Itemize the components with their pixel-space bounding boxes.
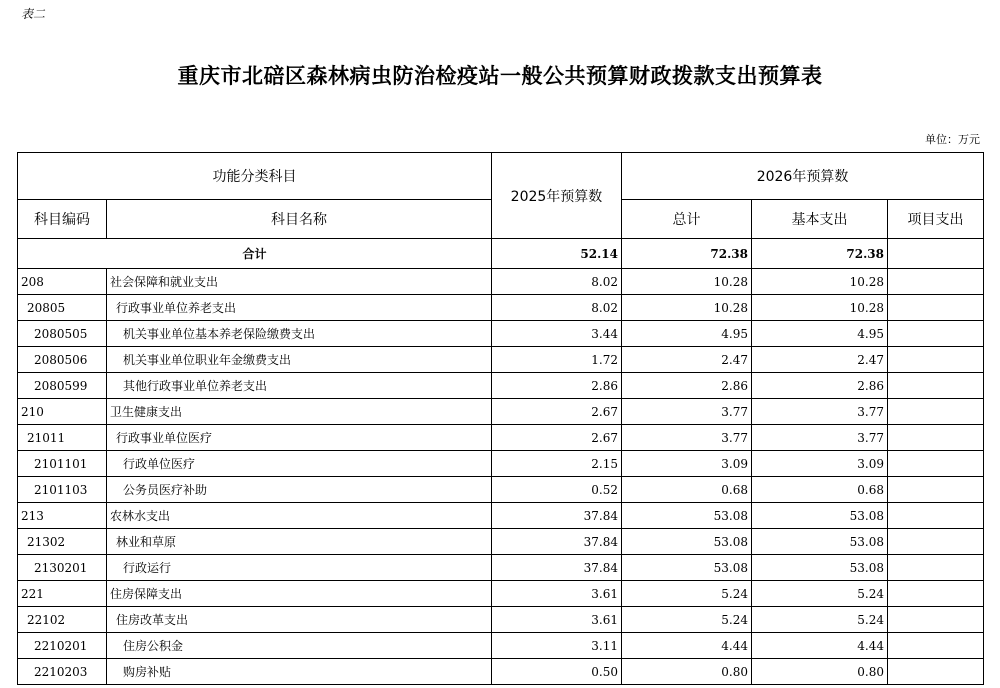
row-budget-2026-basic: 53.08 — [752, 555, 888, 581]
table-row — [18, 451, 984, 477]
row-budget-2026-total: 10.28 — [622, 269, 752, 295]
row-code: 20805 — [18, 295, 107, 321]
row-name: 其他行政事业单位养老支出 — [107, 373, 492, 399]
row-budget-2026-total: 2.47 — [622, 347, 752, 373]
total-budget-2026-basic: 72.38 — [752, 239, 888, 269]
row-code: 2080506 — [18, 347, 107, 373]
table-row — [18, 373, 984, 399]
row-code: 2101101 — [18, 451, 107, 477]
row-budget-2026-total: 3.09 — [622, 451, 752, 477]
total-budget-2026-project — [888, 239, 984, 269]
row-budget-2026-basic: 5.24 — [752, 581, 888, 607]
table-row — [18, 477, 984, 503]
row-budget-2025: 37.84 — [492, 503, 622, 529]
row-budget-2026-project — [888, 477, 984, 503]
row-budget-2026-project — [888, 659, 984, 685]
row-budget-2025: 2.15 — [492, 451, 622, 477]
row-budget-2025: 3.11 — [492, 633, 622, 659]
row-budget-2026-total: 53.08 — [622, 529, 752, 555]
row-name: 卫生健康支出 — [107, 399, 492, 425]
header-code: 科目编码 — [18, 200, 107, 239]
row-budget-2025: 8.02 — [492, 269, 622, 295]
row-code: 213 — [18, 503, 107, 529]
row-code: 22102 — [18, 607, 107, 633]
header-func-category: 功能分类科目 — [18, 153, 492, 200]
row-budget-2026-project — [888, 503, 984, 529]
row-name: 行政事业单位医疗 — [107, 425, 492, 451]
row-name: 行政运行 — [107, 555, 492, 581]
table-row — [18, 347, 984, 373]
row-budget-2026-project — [888, 295, 984, 321]
row-budget-2025: 2.67 — [492, 425, 622, 451]
row-budget-2026-basic: 3.09 — [752, 451, 888, 477]
row-name: 农林水支出 — [107, 503, 492, 529]
row-budget-2025: 37.84 — [492, 529, 622, 555]
header-budget-2026: 2026年预算数 — [622, 153, 984, 200]
row-budget-2026-basic: 4.95 — [752, 321, 888, 347]
row-budget-2025: 2.67 — [492, 399, 622, 425]
row-code: 2210203 — [18, 659, 107, 685]
row-code: 221 — [18, 581, 107, 607]
row-budget-2025: 37.84 — [492, 555, 622, 581]
header-budget-2025: 2025年预算数 — [492, 153, 622, 239]
row-budget-2026-basic: 4.44 — [752, 633, 888, 659]
row-budget-2026-total: 3.77 — [622, 425, 752, 451]
table-row — [18, 503, 984, 529]
row-budget-2026-total: 4.44 — [622, 633, 752, 659]
table-row — [18, 295, 984, 321]
header-project: 项目支出 — [888, 200, 984, 239]
row-budget-2026-project — [888, 451, 984, 477]
table-row — [18, 399, 984, 425]
row-budget-2026-basic: 0.68 — [752, 477, 888, 503]
row-budget-2025: 8.02 — [492, 295, 622, 321]
header-row-1 — [18, 153, 984, 200]
row-budget-2026-total: 5.24 — [622, 607, 752, 633]
row-budget-2026-project — [888, 373, 984, 399]
row-budget-2025: 3.44 — [492, 321, 622, 347]
row-budget-2026-basic: 3.77 — [752, 399, 888, 425]
table-row — [18, 425, 984, 451]
row-code: 2210201 — [18, 633, 107, 659]
table-row — [18, 321, 984, 347]
row-code: 2101103 — [18, 477, 107, 503]
row-code: 2080505 — [18, 321, 107, 347]
total-budget-2025: 52.14 — [492, 239, 622, 269]
row-budget-2025: 3.61 — [492, 607, 622, 633]
row-budget-2026-basic: 2.47 — [752, 347, 888, 373]
row-budget-2026-basic: 53.08 — [752, 529, 888, 555]
row-code: 2080599 — [18, 373, 107, 399]
page-title: 重庆市北碚区森林病虫防治检疫站一般公共预算财政拨款支出预算表 — [177, 63, 823, 88]
document-label: 表二 — [21, 7, 46, 21]
row-budget-2026-project — [888, 607, 984, 633]
budget-table — [17, 152, 984, 685]
row-code: 210 — [18, 399, 107, 425]
row-name: 住房公积金 — [107, 633, 492, 659]
row-name: 机关事业单位职业年金缴费支出 — [107, 347, 492, 373]
row-name: 行政单位医疗 — [107, 451, 492, 477]
row-budget-2026-basic: 10.28 — [752, 295, 888, 321]
header-name: 科目名称 — [107, 200, 492, 239]
row-budget-2026-project — [888, 555, 984, 581]
row-budget-2026-project — [888, 321, 984, 347]
header-total: 总计 — [622, 200, 752, 239]
row-code: 2130201 — [18, 555, 107, 581]
row-budget-2026-total: 5.24 — [622, 581, 752, 607]
table-row — [18, 659, 984, 685]
row-budget-2026-basic: 10.28 — [752, 269, 888, 295]
row-budget-2026-total: 3.77 — [622, 399, 752, 425]
table-row — [18, 607, 984, 633]
row-budget-2026-basic: 5.24 — [752, 607, 888, 633]
table-row — [18, 269, 984, 295]
row-budget-2026-total: 53.08 — [622, 503, 752, 529]
row-budget-2026-project — [888, 399, 984, 425]
row-budget-2026-project — [888, 633, 984, 659]
row-code: 21302 — [18, 529, 107, 555]
row-budget-2025: 2.86 — [492, 373, 622, 399]
row-budget-2026-basic: 2.86 — [752, 373, 888, 399]
row-budget-2026-project — [888, 581, 984, 607]
row-budget-2026-project — [888, 425, 984, 451]
row-budget-2025: 3.61 — [492, 581, 622, 607]
row-name: 住房保障支出 — [107, 581, 492, 607]
row-budget-2026-total: 53.08 — [622, 555, 752, 581]
table-row — [18, 529, 984, 555]
row-budget-2026-basic: 53.08 — [752, 503, 888, 529]
total-budget-2026-total: 72.38 — [622, 239, 752, 269]
row-name: 林业和草原 — [107, 529, 492, 555]
row-name: 公务员医疗补助 — [107, 477, 492, 503]
row-name: 行政事业单位养老支出 — [107, 295, 492, 321]
total-label: 合计 — [18, 239, 492, 269]
row-budget-2026-project — [888, 269, 984, 295]
row-name: 住房改革支出 — [107, 607, 492, 633]
table-row — [18, 581, 984, 607]
row-name: 社会保障和就业支出 — [107, 269, 492, 295]
header-basic: 基本支出 — [752, 200, 888, 239]
row-budget-2026-total: 2.86 — [622, 373, 752, 399]
row-code: 208 — [18, 269, 107, 295]
row-budget-2026-basic: 0.80 — [752, 659, 888, 685]
row-budget-2026-total: 10.28 — [622, 295, 752, 321]
row-name: 机关事业单位基本养老保险缴费支出 — [107, 321, 492, 347]
row-budget-2026-total: 4.95 — [622, 321, 752, 347]
row-budget-2025: 1.72 — [492, 347, 622, 373]
row-budget-2025: 0.52 — [492, 477, 622, 503]
row-budget-2026-basic: 3.77 — [752, 425, 888, 451]
unit-label: 单位：万元 — [925, 133, 980, 146]
row-code: 21011 — [18, 425, 107, 451]
total-row — [18, 239, 984, 269]
row-budget-2026-total: 0.68 — [622, 477, 752, 503]
row-budget-2026-project — [888, 529, 984, 555]
table-row — [18, 555, 984, 581]
table-row — [18, 633, 984, 659]
row-budget-2025: 0.50 — [492, 659, 622, 685]
row-budget-2026-project — [888, 347, 984, 373]
row-name: 购房补贴 — [107, 659, 492, 685]
row-budget-2026-total: 0.80 — [622, 659, 752, 685]
